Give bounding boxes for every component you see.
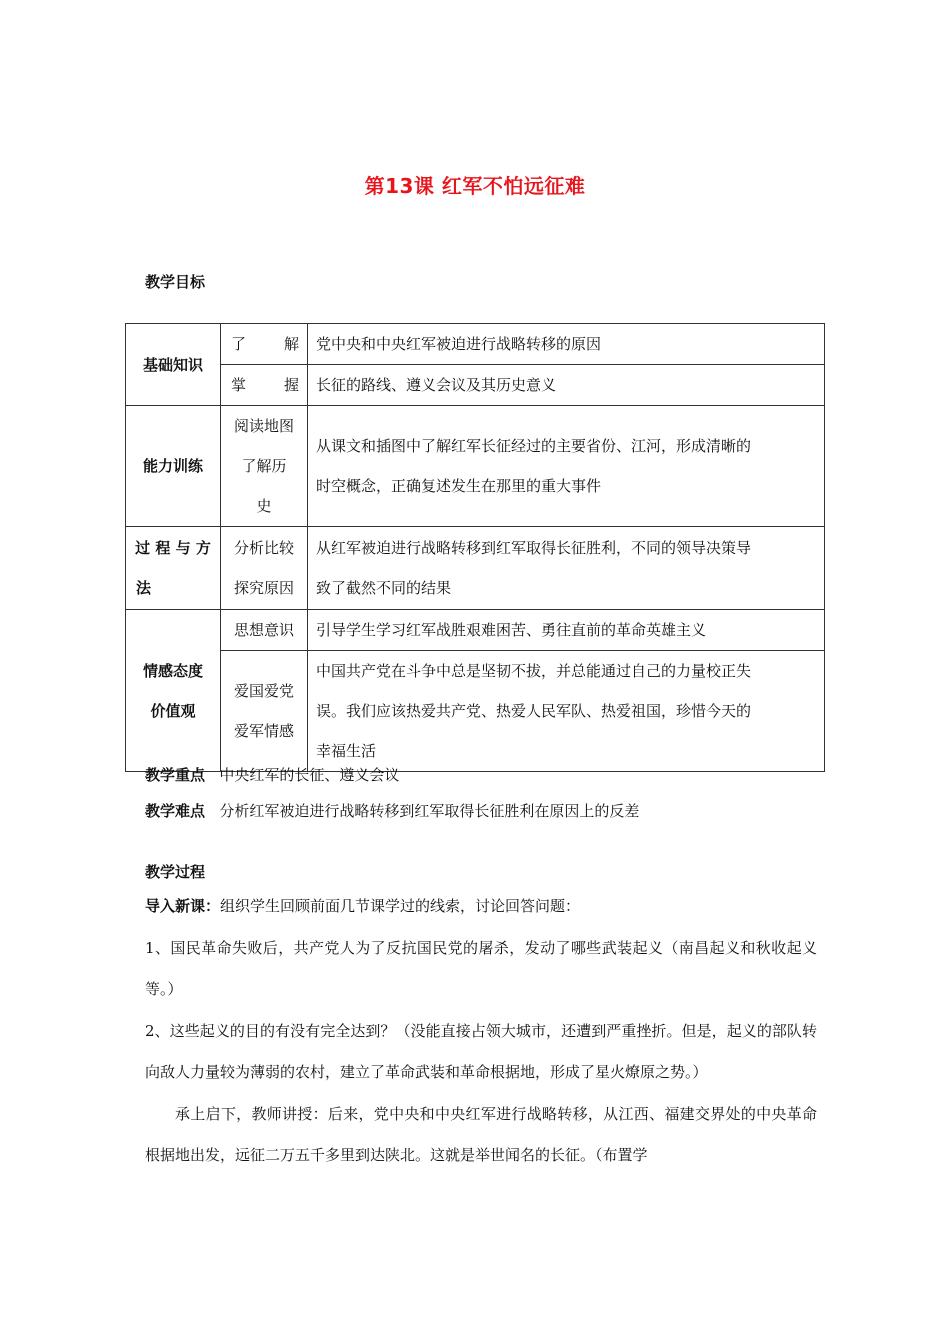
- difficult-point-text: 分析红军被迫进行战略转移到红军取得长征胜利在原因上的反差: [219, 802, 640, 820]
- sub-patriotism: [221, 651, 308, 772]
- desc-understand: 党中央和中央红军被迫进行战略转移的原因: [308, 324, 825, 365]
- table-row: [126, 527, 825, 610]
- sub-master: [221, 365, 308, 406]
- sub-master-a: 掌: [231, 376, 247, 394]
- question-2: 2、这些起义的目的有没有完全达到？（没能直接占领大城市，还遭到严重挫折。但是，起义的部队转向敌人力量较为薄弱的农村，建立了革命武装和革命根据地，形成了星火燎原之势。）: [145, 1021, 817, 1081]
- desc-process: [308, 527, 825, 610]
- desc-master: 长征的路线、遵义会议及其历史意义: [308, 365, 825, 406]
- desc-ability-line: 从课文和插图中了解红军长征经过的主要省份、江河，形成清晰的: [316, 437, 752, 455]
- table-row: [126, 651, 825, 772]
- desc-patriotism-line: 中国共产党在斗争中总是坚韧不拔，并总能通过自己的力量校正失: [316, 662, 752, 680]
- sub-ability: [221, 406, 308, 527]
- category-emotion-line: 情感态度: [142, 661, 203, 680]
- desc-patriotism: [308, 651, 825, 772]
- sub-thought: 思想意识: [221, 610, 308, 651]
- category-process: [126, 527, 221, 610]
- intro-text: 组织学生回顾前面几节课学过的线索，讨论回答问题：: [220, 897, 581, 915]
- sub-patriotism-line: 爱军情感: [233, 722, 294, 740]
- sub-ability-line: 史: [256, 497, 272, 515]
- table-row: [126, 610, 825, 651]
- transition-paragraph: 承上启下，教师讲授：后来，党中央和中央红军进行战略转移，从江西、福建交界处的中央革命根据地出发，远征二万五千多里到达陕北。这就是举世闻名的长征。（布置学: [145, 1104, 817, 1164]
- page-title: 第13课 红军不怕远征难: [364, 174, 586, 198]
- sub-understand: [221, 324, 308, 365]
- sub-ability-line: 了解历: [241, 457, 287, 475]
- category-ability: 能力训练: [126, 406, 221, 527]
- question-1: 1、国民革命失败后，共产党人为了反抗国民党的屠杀，发动了哪些武装起义（南昌起义和秋收起义等。）: [145, 938, 817, 998]
- sub-process-line: 分析比较: [233, 539, 294, 557]
- key-point-label: 教学重点: [145, 766, 206, 784]
- desc-process-line: 致了截然不同的结果: [316, 579, 452, 597]
- desc-ability-line: 时空概念，正确复述发生在那里的重大事件: [316, 477, 602, 495]
- intro-paragraph: [145, 886, 817, 928]
- objectives-heading: 教学目标: [145, 273, 206, 291]
- lesson-body: [145, 886, 817, 1177]
- category-process-line: 法: [136, 579, 152, 597]
- difficult-point-label: 教学难点: [145, 802, 206, 820]
- sub-understand-b: 解: [283, 335, 299, 353]
- sub-understand-a: 了: [231, 335, 247, 353]
- category-emotion-line: 价值观: [150, 701, 196, 720]
- table-row: [126, 324, 825, 365]
- sub-process: [221, 527, 308, 610]
- category-process-line: 过 程 与 方: [135, 539, 211, 557]
- sub-process-line: 探究原因: [233, 579, 294, 597]
- desc-ability: [308, 406, 825, 527]
- process-heading: 教学过程: [145, 863, 206, 881]
- key-point-text: 中央红军的长征、遵义会议: [219, 766, 400, 784]
- intro-label: 导入新课：: [145, 897, 221, 915]
- sub-master-b: 握: [283, 376, 299, 394]
- desc-thought: 引导学生学习红军战胜艰难困苦、勇往直前的革命英雄主义: [308, 610, 825, 651]
- sub-patriotism-line: 爱国爱党: [233, 682, 294, 700]
- category-emotion: [126, 610, 221, 772]
- category-basic: 基础知识: [126, 324, 221, 406]
- desc-process-line: 从红军被迫进行战略转移到红军取得长征胜利，不同的领导决策导: [316, 539, 752, 557]
- difficult-point: [145, 800, 639, 821]
- key-point: [145, 764, 399, 785]
- sub-ability-line: 阅读地图: [233, 417, 294, 435]
- table-row: [126, 365, 825, 406]
- table-row: [126, 406, 825, 527]
- desc-patriotism-line: 幸福生活: [316, 742, 377, 760]
- desc-patriotism-line: 误。我们应该热爱共产党、热爱人民军队、热爱祖国，珍惜今天的: [316, 702, 752, 720]
- objectives-table: [125, 323, 825, 772]
